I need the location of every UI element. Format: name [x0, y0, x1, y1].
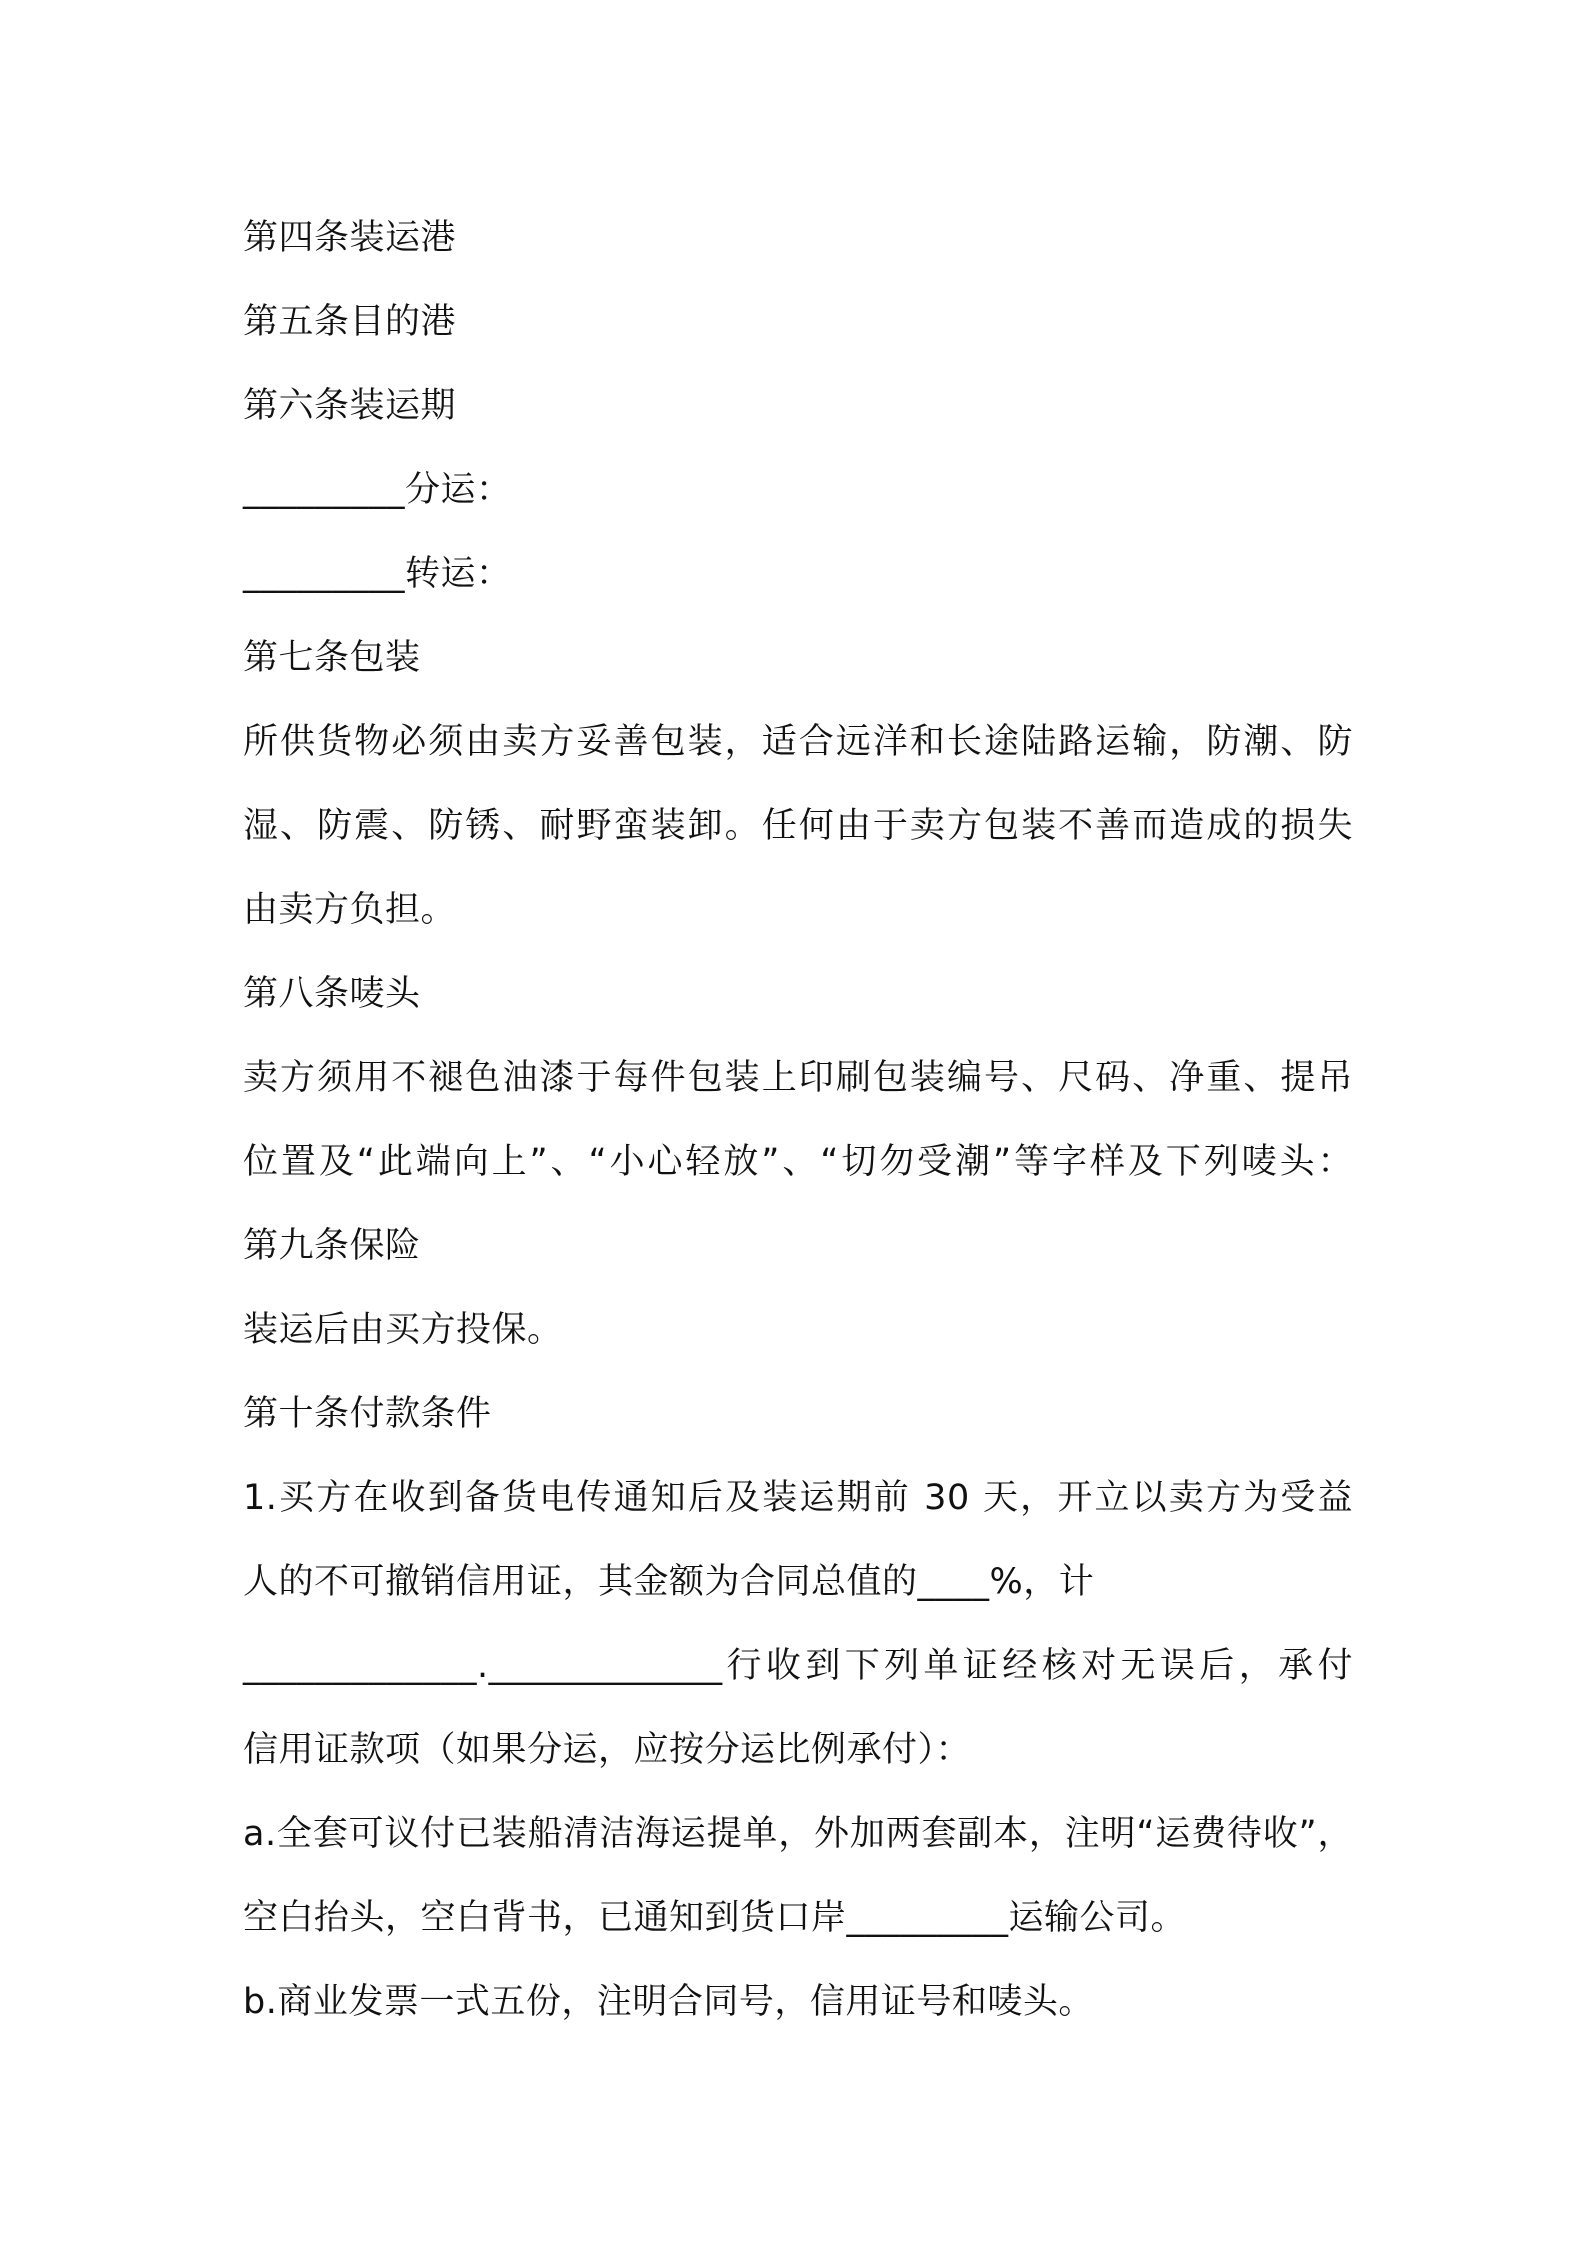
payment-clause-1-line-2: 人的不可撤销信用证，其金额为合同总值的____%，计	[243, 1562, 1095, 1602]
article-8-heading: 第八条唛头	[243, 974, 421, 1014]
article-7-heading: 第七条包装	[243, 638, 421, 678]
transshipment-line: _________转运：	[243, 554, 512, 594]
insurance-text: 装运后由买方投保。	[243, 1310, 563, 1350]
article-6-heading: 第六条装运期	[243, 386, 457, 426]
article-10-heading: 第十条付款条件	[243, 1394, 492, 1434]
packing-text-line-2: 湿、防震、防锈、耐野蛮装卸。任何由于卖方包装不善而造成的损失	[243, 806, 1353, 846]
payment-clause-1-line-3: _____________._____________行收到下列单证经核对无误后，承付	[243, 1646, 1353, 1686]
article-5-heading: 第五条目的港	[243, 302, 457, 342]
marking-text-line-1: 卖方须用不褪色油漆于每件包装上印刷包装编号、尺码、净重、提吊	[243, 1058, 1353, 1098]
payment-item-b: b.商业发票一式五份，注明合同号，信用证号和唛头。	[243, 1982, 1094, 2022]
document-body	[243, 196, 1353, 2044]
payment-clause-1-line-1: 1.买方在收到备货电传通知后及装运期前 30 天，开立以卖方为受益	[243, 1478, 1353, 1518]
payment-clause-1-line-4: 信用证款项（如果分运，应按分运比例承付）：	[243, 1730, 972, 1770]
partial-shipment-line: _________分运：	[243, 470, 512, 510]
article-9-heading: 第九条保险	[243, 1226, 421, 1266]
payment-item-a-line-2: 空白抬头，空白背书，已通知到货口岸_________运输公司。	[243, 1898, 1187, 1938]
packing-text-line-3: 由卖方负担。	[243, 890, 457, 930]
article-4-heading: 第四条装运港	[243, 218, 457, 258]
packing-text-line-1: 所供货物必须由卖方妥善包装，适合远洋和长途陆路运输，防潮、防	[243, 722, 1353, 762]
payment-item-a-line-1: a.全套可议付已装船清洁海运提单，外加两套副本，注明“运费待收”，	[243, 1814, 1353, 1854]
marking-text-line-2: 位置及“此端向上”、“小心轻放”、“切勿受潮”等字样及下列唛头：	[243, 1142, 1353, 1182]
